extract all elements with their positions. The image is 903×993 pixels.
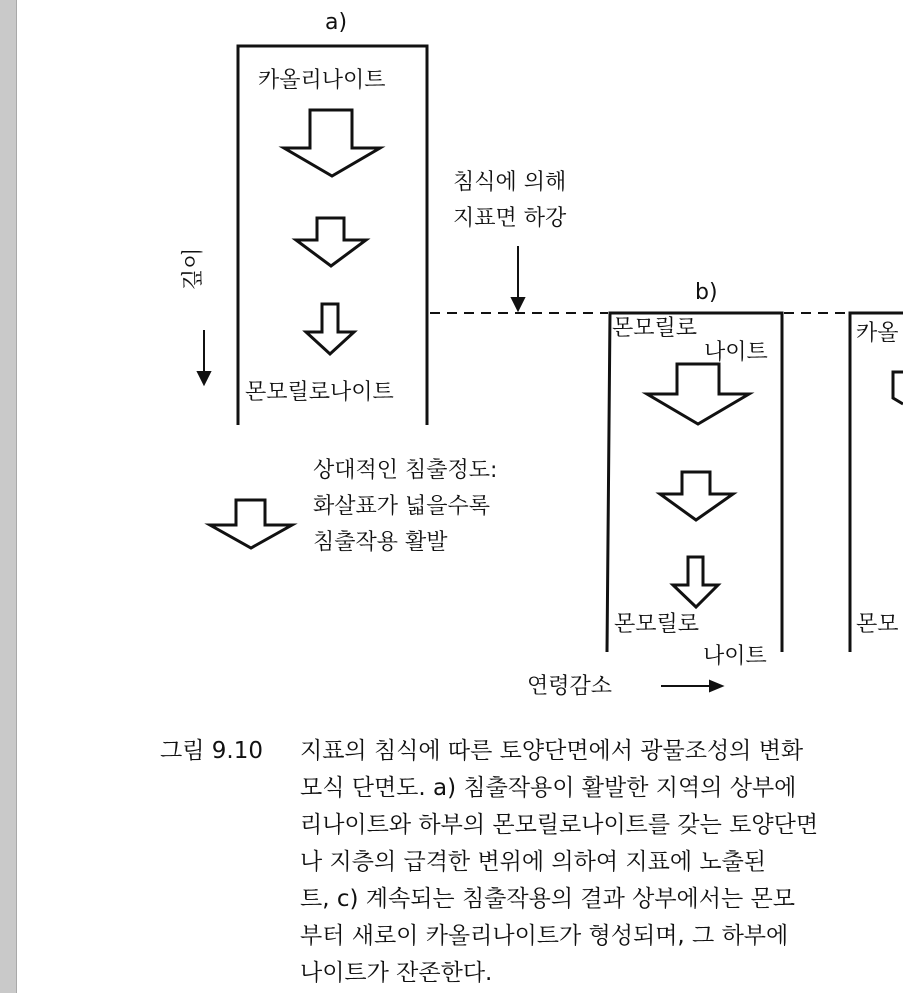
caption-line: 지표의 침식에 따른 토양단면에서 광물조성의 변화 bbox=[300, 738, 804, 764]
erosion-arrow-icon bbox=[512, 246, 524, 310]
caption-line: 모식 단면도. a) 침출작용이 활발한 지역의 상부에 bbox=[300, 775, 797, 801]
figure-caption bbox=[160, 730, 903, 989]
caption-figure-number: 그림 9.10 bbox=[160, 738, 263, 764]
wide-arrow-icon bbox=[647, 364, 749, 424]
narrow-arrow-icon bbox=[673, 557, 718, 607]
age-arrow-icon bbox=[661, 681, 722, 691]
age-label: 연령감소 bbox=[527, 674, 613, 699]
caption-line: 트, c) 계속되는 침출작용의 결과 상부에서는 몬모 bbox=[300, 886, 795, 912]
caption-line: 나 지층의 급격한 변위에 의하여 지표에 노출된 bbox=[300, 849, 767, 875]
wide-arrow-icon bbox=[284, 110, 380, 176]
panel-b-label: b) bbox=[695, 280, 718, 305]
legend-line3: 침출작용 활발 bbox=[313, 530, 448, 555]
erosion-note-line2: 지표면 하강 bbox=[453, 206, 567, 231]
medium-arrow-icon bbox=[296, 218, 366, 266]
panel-c-top-mineral: 카올 bbox=[856, 321, 899, 346]
panel-a-bottom-mineral: 몬모릴로나이트 bbox=[245, 380, 394, 405]
legend-line2: 화살표가 넓을수록 bbox=[313, 494, 491, 519]
legend-line1: 상대적인 침출정도: bbox=[313, 458, 498, 483]
caption-line: 리나이트와 하부의 몬모릴로나이트를 갖는 토양단면 bbox=[300, 812, 819, 838]
erosion-note-line1: 침식에 의해 bbox=[453, 170, 567, 195]
panel-a-box bbox=[238, 46, 427, 425]
panel-b-top-mineral-line1: 몬모릴로 bbox=[612, 316, 698, 341]
caption-line: 부터 새로이 카올리나이트가 형성되며, 그 하부에 bbox=[300, 923, 789, 949]
legend-arrow-icon bbox=[210, 500, 292, 548]
narrow-arrow-icon bbox=[306, 304, 354, 354]
caption-line: 나이트가 잔존한다. bbox=[300, 960, 493, 986]
panel-b-top-mineral-line2: 나이트 bbox=[704, 340, 768, 365]
panel-a-label: a) bbox=[325, 10, 348, 35]
medium-arrow-icon bbox=[660, 472, 733, 520]
depth-arrow-icon bbox=[198, 330, 210, 384]
panel-b-bottom-mineral-line2: 나이트 bbox=[703, 644, 767, 669]
panel-c-bottom-mineral: 몬모 bbox=[856, 612, 899, 637]
depth-label: 깊이 bbox=[181, 247, 206, 290]
partial-arrow-icon bbox=[893, 372, 903, 404]
panel-c-box bbox=[850, 313, 903, 652]
panel-a-top-mineral: 카올리나이트 bbox=[258, 68, 386, 93]
panel-b-bottom-mineral-line1: 몬모릴로 bbox=[614, 612, 700, 637]
